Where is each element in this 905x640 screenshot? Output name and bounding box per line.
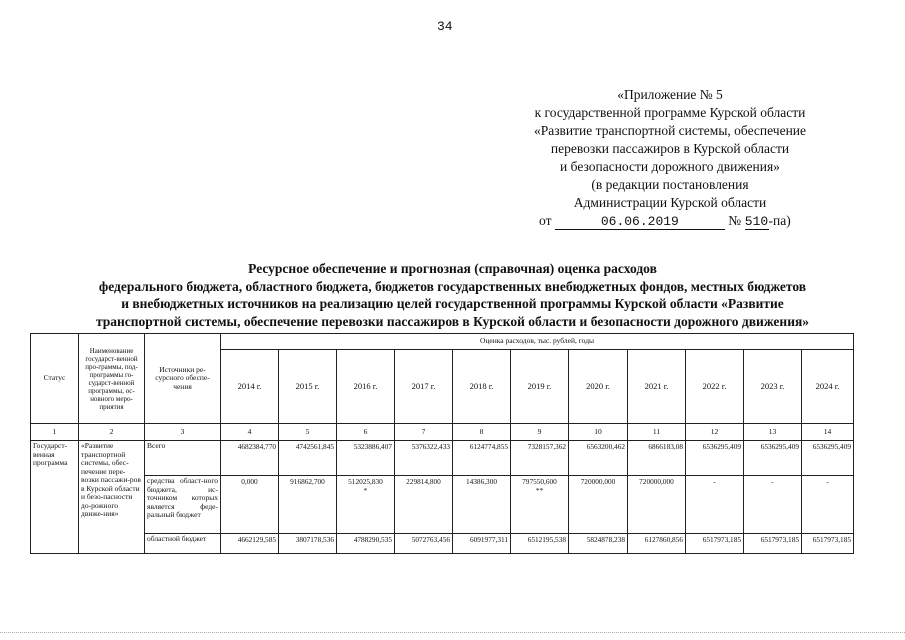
appendix-line: Администрации Курской области	[573, 195, 767, 210]
value-cell: 6866183,08	[628, 441, 686, 476]
column-number: 2	[79, 424, 145, 441]
title-line: и внебюджетных источников на реализацию целей государственной программы Курской области «Развитие	[121, 296, 784, 311]
value-cell: 6512195,538	[511, 534, 569, 554]
value-cell: 7328157,362	[511, 441, 569, 476]
value-cell	[628, 476, 686, 534]
value-cell: 4682384,770	[221, 441, 279, 476]
column-number: 13	[744, 424, 802, 441]
source-cell: Всего	[145, 441, 221, 476]
header-year: 2016 г.	[337, 350, 395, 424]
title-line: Ресурсное обеспечение и прогнозная (справочная) оценка расходов	[248, 261, 657, 276]
appendix-line: к государственной программе Курской области	[534, 105, 806, 120]
number-suffix: -па)	[768, 213, 791, 228]
value-cell: 6536295,409	[744, 441, 802, 476]
header-year: 2020 г.	[569, 350, 628, 424]
value-cell: 6536295,409	[802, 441, 854, 476]
source-cell: областной бюджет	[145, 534, 221, 554]
budget-table	[30, 333, 854, 554]
value-cell: 5376322,433	[395, 441, 453, 476]
from-label: от	[539, 213, 552, 228]
value-cell	[686, 476, 744, 534]
value-mark: *	[363, 485, 368, 495]
value-cell: 5824878,238	[569, 534, 628, 554]
value-text: 0,000	[241, 477, 258, 486]
value-text: 720000,000	[639, 477, 674, 486]
page-number: 34	[437, 19, 453, 34]
header-expense-estimate: Оценка расходов, тыс. рублей, годы	[221, 334, 854, 350]
column-number: 6	[337, 424, 395, 441]
value-cell: 6563200,462	[569, 441, 628, 476]
program-name-cell: «Развитие транспортной системы, обес-печение пере-возки пассажи-ров в Курской области и безо-пасности до-рожного движе-ния»	[79, 441, 145, 554]
header-year: 2023 г.	[744, 350, 802, 424]
appendix-line: «Развитие транспортной системы, обеспечение	[533, 123, 807, 138]
header-year: 2014 г.	[221, 350, 279, 424]
value-cell: 6091977,311	[453, 534, 511, 554]
resolution-reference	[500, 212, 840, 230]
document-title	[20, 260, 885, 330]
value-cell: 6517973,185	[744, 534, 802, 554]
value-cell: 6124774,855	[453, 441, 511, 476]
value-cell	[511, 476, 569, 534]
value-cell	[744, 476, 802, 534]
value-text: -	[826, 477, 829, 486]
value-text: 512025,830	[348, 477, 383, 486]
header-status: Статус	[31, 334, 79, 424]
header-resource-source: Источники ре-сурсного обеспе-чения	[145, 334, 221, 424]
column-number: 7	[395, 424, 453, 441]
column-number: 14	[802, 424, 854, 441]
value-cell	[395, 476, 453, 534]
value-text: 720000,000	[580, 477, 616, 486]
column-number: 10	[569, 424, 628, 441]
value-cell: 6517973,185	[686, 534, 744, 554]
header-year: 2018 г.	[453, 350, 511, 424]
value-text: -	[771, 477, 774, 486]
value-text: 797550,600	[522, 477, 557, 486]
value-cell: 4788290,535	[337, 534, 395, 554]
column-number: 12	[686, 424, 744, 441]
appendix-line: «Приложение № 5	[617, 87, 723, 102]
column-number: 4	[221, 424, 279, 441]
header-year: 2017 г.	[395, 350, 453, 424]
status-cell: Государст-венная программа	[31, 441, 79, 554]
value-text: 229814,800	[406, 477, 441, 486]
value-cell: 6517973,185	[802, 534, 854, 554]
value-mark: **	[535, 485, 544, 495]
resolution-date: 06.06.2019	[555, 214, 725, 230]
resolution-number: 510	[744, 214, 769, 229]
column-number: 9	[511, 424, 569, 441]
header-year: 2019 г.	[511, 350, 569, 424]
value-cell	[221, 476, 279, 534]
value-text: -	[713, 477, 716, 486]
value-cell: 3807178,536	[279, 534, 337, 554]
title-line: транспортной системы, обеспечение перевозки пассажиров в Курской области и безопасности дорожного движения»	[95, 313, 810, 329]
value-cell: 4742561,845	[279, 441, 337, 476]
header-year: 2024 г.	[802, 350, 854, 424]
header-year: 2022 г.	[686, 350, 744, 424]
header-year: 2021 г.	[628, 350, 686, 424]
value-text: 14386,300	[465, 477, 497, 486]
value-cell: 5323886,407	[337, 441, 395, 476]
value-cell: 6536295,409	[686, 441, 744, 476]
column-number: 11	[628, 424, 686, 441]
value-cell	[569, 476, 628, 534]
column-number: 3	[145, 424, 221, 441]
appendix-line: перевозки пассажиров в Курской области	[550, 141, 790, 156]
value-cell	[802, 476, 854, 534]
value-cell: 5072763,456	[395, 534, 453, 554]
number-label: №	[728, 213, 742, 228]
scan-edge-line	[0, 632, 905, 634]
appendix-line: и безопасности дорожного движения»	[560, 159, 780, 174]
value-cell	[453, 476, 511, 534]
column-number: 5	[279, 424, 337, 441]
value-cell: 6127860,856	[628, 534, 686, 554]
appendix-header	[500, 86, 840, 230]
source-cell: средства област-ного бюджета, ис-точником которых является феде-ральный бюджет	[145, 476, 221, 534]
column-number: 1	[31, 424, 79, 441]
header-year: 2015 г.	[279, 350, 337, 424]
column-number: 8	[453, 424, 511, 441]
value-cell	[337, 476, 395, 534]
value-cell	[279, 476, 337, 534]
value-text: 916862,700	[290, 477, 325, 486]
title-line: федерального бюджета, областного бюджета, бюджетов государственных внебюджетных фондов, местных бюджетов	[98, 278, 807, 294]
value-cell: 4662129,585	[221, 534, 279, 554]
header-program-name: Наименование государст-венной про-граммы, под-программы го-сударст-венной программы, ос-новного меро-приятия	[79, 334, 145, 424]
appendix-line: (в редакции постановления	[591, 177, 749, 192]
